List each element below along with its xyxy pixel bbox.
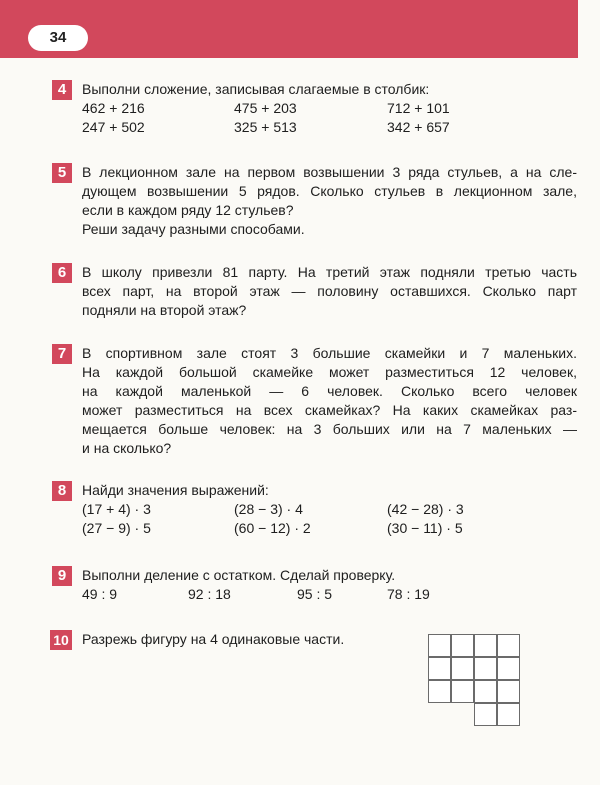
task-line: В лекционном зале на первом возвышении 3 ряда стульев, а на сле- <box>82 164 577 180</box>
task-number: 8 <box>52 481 72 501</box>
task-line: всех парт, на второй этаж — половину оставшихся. Сколько парт <box>82 283 577 299</box>
task-line: В школу привезли 81 парту. На третий этаж подняли третью часть <box>82 264 577 280</box>
task-line: на каждой маленькой — 6 человек. Сколько всего человек <box>82 383 577 399</box>
expression: 475 + 203 <box>234 100 297 116</box>
expression: (27 − 9) · 5 <box>82 520 151 536</box>
grid-cell <box>428 680 451 703</box>
grid-cell <box>428 634 451 657</box>
header-band <box>0 0 578 58</box>
task-number: 4 <box>52 80 72 100</box>
task-number: 10 <box>50 630 72 650</box>
task-line: мещается больше человек: на 3 больших или на 7 маленьких — <box>82 421 577 437</box>
task-line: На каждой большой скамейке может разместиться 12 человек, <box>82 364 577 380</box>
expression-row <box>82 118 577 137</box>
expression: 342 + 657 <box>387 119 450 135</box>
task-body <box>82 344 577 458</box>
task-text: Разрежь фигуру на 4 одинаковые части. <box>82 631 345 647</box>
task-body <box>82 263 577 320</box>
expression: (17 + 4) · 3 <box>82 501 151 517</box>
expression: (28 − 3) · 4 <box>234 501 303 517</box>
task-text: Найди значения выражений: <box>82 482 269 498</box>
task-line: Реши задачу разными способами. <box>82 221 305 237</box>
task-text: Выполни деление с остатком. Сделай проверку. <box>82 567 396 583</box>
expression: 247 + 502 <box>82 119 145 135</box>
task-body <box>82 163 577 239</box>
expression: 95 : 5 <box>297 586 333 602</box>
task-line: и на сколько? <box>82 440 172 456</box>
task-number: 6 <box>52 263 72 283</box>
grid-cell <box>474 703 497 726</box>
grid-cell <box>474 680 497 703</box>
task-line: дующем возвышении 5 рядов. Сколько стульев в лекционном зале, <box>82 183 577 199</box>
grid-cell <box>497 680 520 703</box>
expression: (30 − 11) · 5 <box>387 520 463 536</box>
expression: (42 − 28) · 3 <box>387 501 464 517</box>
expression: (60 − 12) · 2 <box>234 520 311 536</box>
task-line: подняли на второй этаж? <box>82 302 247 318</box>
task-number: 5 <box>52 163 72 183</box>
grid-cell <box>474 657 497 680</box>
task-line: В спортивном зале стоят 3 большие скамейки и 7 маленьких. <box>82 345 577 361</box>
grid-cell <box>451 634 474 657</box>
expression: 462 + 216 <box>82 100 145 116</box>
expression-row <box>82 585 577 604</box>
grid-cell <box>428 657 451 680</box>
task-line: если в каждом ряду 12 стульев? <box>82 202 294 218</box>
expression: 325 + 513 <box>234 119 297 135</box>
grid-cell <box>474 634 497 657</box>
expression: 712 + 101 <box>387 100 450 116</box>
task-number: 7 <box>52 344 72 364</box>
expression-row <box>82 519 577 538</box>
expression: 92 : 18 <box>188 586 231 602</box>
task-body <box>82 80 577 137</box>
grid-cell <box>497 657 520 680</box>
expression-row <box>82 99 577 118</box>
task-number: 9 <box>52 566 72 586</box>
grid-cell <box>451 657 474 680</box>
grid-cell <box>497 703 520 726</box>
expression-row <box>82 500 577 519</box>
task-body <box>82 566 577 604</box>
expression: 49 : 9 <box>82 586 118 602</box>
task-body <box>82 481 577 538</box>
page-number: 34 <box>28 25 88 51</box>
task-line: может разместиться на всех скамейках? На каких скамейках раз- <box>82 402 577 418</box>
expression: 78 : 19 <box>387 586 430 602</box>
grid-cell <box>451 680 474 703</box>
grid-cell <box>497 634 520 657</box>
task-text: Выполни сложение, записывая слагаемые в столбик: <box>82 81 430 97</box>
